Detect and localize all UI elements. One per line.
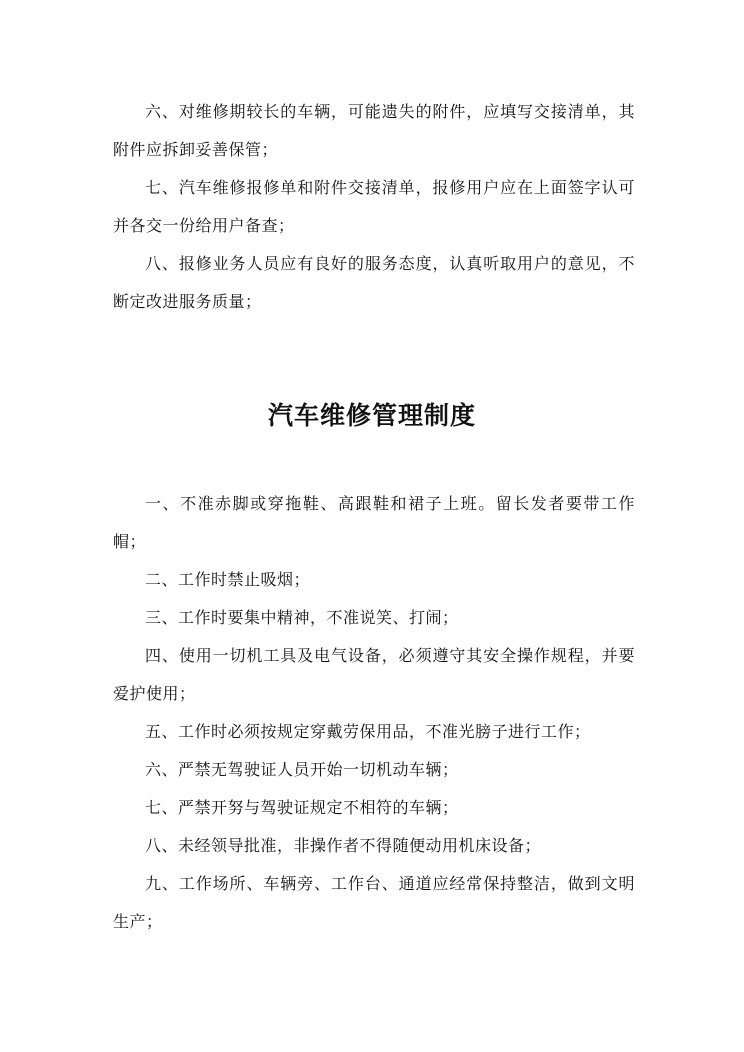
rule-3-focus: 三、工作时要集中精神，不准说笑、打闹； [145,608,459,627]
rule-7-license-mismatch: 七、严禁开努与驾驶证规定不相符的车辆； [145,798,459,817]
item-7-signature: 七、汽车维修报修单和附件交接清单，报修用户应在上面签字认可并各交一份给用户备查； [113,178,635,235]
item-6-attachments: 六、对维修期较长的车辆，可能遗失的附件，应填写交接清单，其附件应拆卸妥善保管； [113,102,635,159]
previous-section-items [113,93,635,321]
rule-9-tidy-workplace: 九、工作场所、车辆旁、工作台、通道应经常保持整洁，做到文明生产； [113,874,635,931]
rule-6-no-license: 六、严禁无驾驶证人员开始一切机动车辆； [145,760,459,779]
rule-8-machine-permission: 八、未经领导批准，非操作者不得随便动用机床设备； [145,836,542,855]
rules-list [113,485,635,941]
rule-2-no-smoking: 二、工作时禁止吸烟； [145,570,311,589]
rule-1-dress: 一、不准赤脚或穿拖鞋、高跟鞋和裙子上班。留长发者要带工作帽； [113,494,635,551]
rule-4-equipment-safety: 四、使用一切机工具及电气设备，必须遵守其安全操作规程，并要爱护使用； [113,646,635,703]
page-title: 汽车维修管理制度 [267,401,476,430]
rule-5-protective-gear: 五、工作时必须按规定穿戴劳保用品，不准光膀子进行工作； [145,722,591,741]
item-8-service-attitude: 八、报修业务人员应有良好的服务态度，认真听取用户的意见，不断定改进服务质量； [113,254,635,311]
